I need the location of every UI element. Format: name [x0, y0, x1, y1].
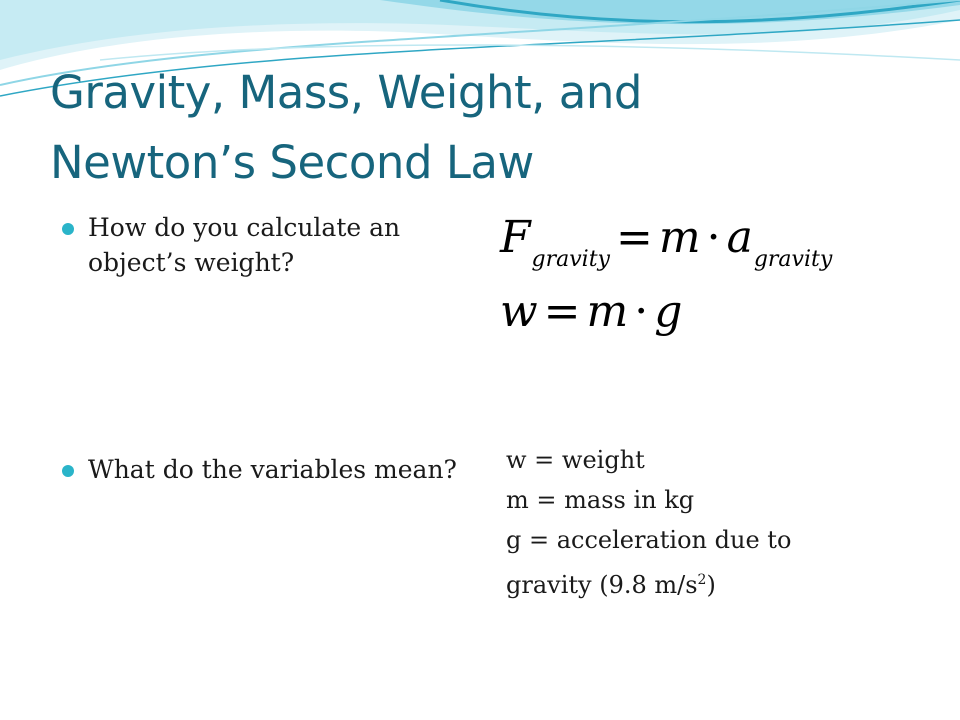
variable-definitions — [506, 440, 926, 605]
bullet-text: How do you calculate an object’s weight? — [88, 213, 401, 277]
variable-line-gravity — [506, 560, 926, 605]
bullet-item-weight — [62, 210, 462, 280]
variable-line-w: w = weight — [506, 446, 645, 474]
variable-line-g: g = acceleration due to — [506, 526, 792, 554]
formula-gravity-force — [500, 212, 833, 272]
closing-paren: ) — [706, 571, 716, 599]
bullet-dot-icon — [62, 223, 74, 235]
formula-weight — [500, 286, 682, 337]
bullet-dot-icon — [62, 465, 74, 477]
formula-symbol: a — [726, 212, 753, 263]
formula-symbol: m — [586, 286, 629, 337]
formula-symbol: g — [654, 286, 683, 337]
formula-operator: · — [634, 286, 649, 337]
formula-operator: = — [615, 212, 653, 263]
bullet-item-variables — [62, 452, 462, 487]
formula-operator: = — [543, 286, 581, 337]
title-line-1: Gravity, Mass, Weight, and — [50, 66, 642, 119]
bullet-text: What do the variables mean? — [88, 455, 457, 484]
exponent: 2 — [697, 572, 707, 588]
formula-subscript: gravity — [531, 247, 610, 272]
formula-operator: · — [706, 212, 721, 263]
slide-title — [50, 58, 910, 198]
gravity-value-text: gravity (9.8 m/s — [506, 571, 698, 599]
formula-symbol: w — [500, 286, 538, 337]
formula-subscript: gravity — [753, 247, 833, 272]
title-line-2: Newton’s Second Law — [50, 136, 534, 189]
formula-symbol: F — [500, 212, 531, 263]
variable-line-m: m = mass in kg — [506, 486, 695, 514]
formula-symbol: m — [658, 212, 701, 263]
